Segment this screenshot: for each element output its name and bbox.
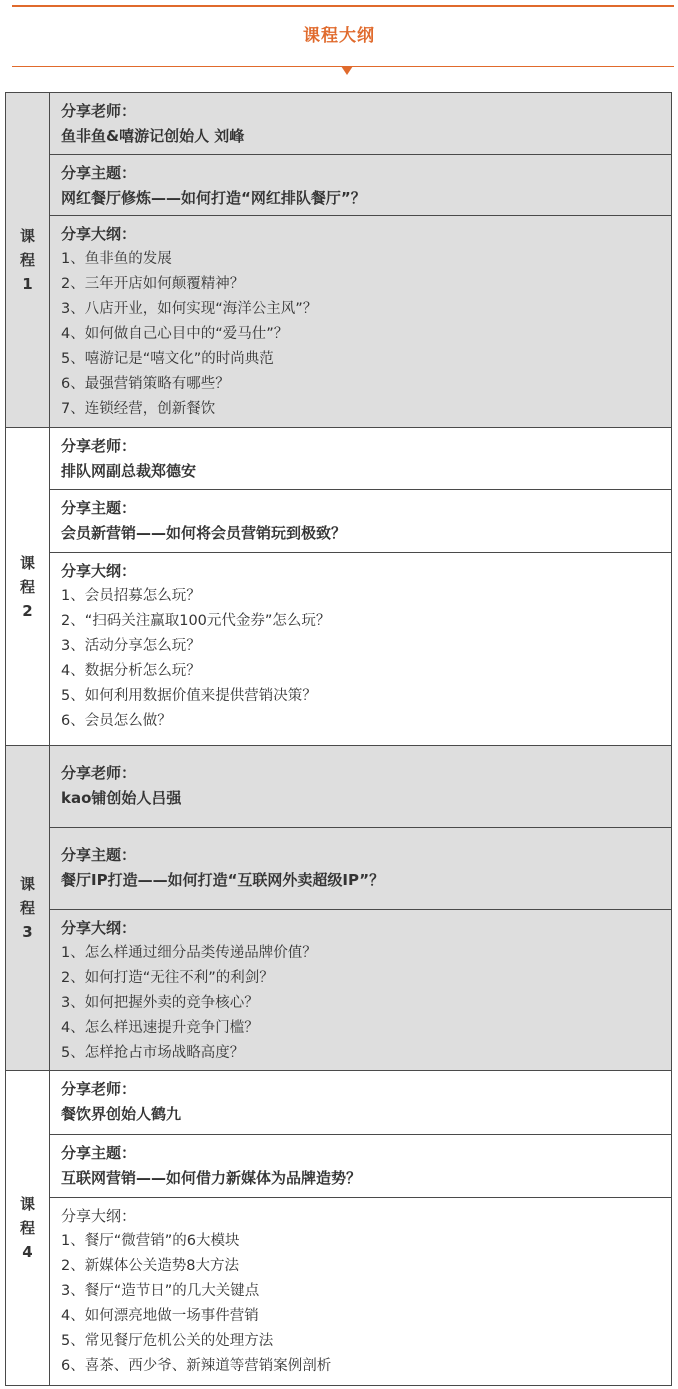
list-item: 5、怎样抢占市场战略高度？ [61, 1045, 245, 1061]
topic-label: 分享主题： [61, 164, 137, 182]
outline-label: 分享大纲： [61, 919, 137, 937]
topic-cell [50, 155, 671, 216]
page-title: 课程大纲 [303, 26, 375, 46]
outline-list [61, 247, 659, 422]
outline-cell [50, 1198, 671, 1385]
course-1 [5, 93, 672, 428]
list-item: 1、怎么样通过细分品类传递品牌价值？ [61, 945, 317, 961]
list-item: 2、新媒体公关造势8大方法 [61, 1258, 239, 1274]
list-item: 2、如何打造“无往不利”的利剑？ [61, 970, 274, 986]
list-item: 1、会员招募怎么玩？ [61, 588, 201, 604]
teacher-name: 排队网副总裁郑德安 [61, 462, 197, 480]
teacher-cell [50, 428, 671, 490]
teacher-cell [50, 746, 671, 828]
top-rule [12, 5, 674, 7]
course-outline-table [5, 92, 672, 1386]
list-item: 3、活动分享怎么玩？ [61, 638, 201, 654]
topic-title: 会员新营销——如何将会员营销玩到极致？ [61, 524, 347, 542]
list-item: 3、八店开业，如何实现“海洋公主风”？ [61, 301, 318, 317]
outline-label: 分享大纲： [61, 562, 137, 580]
teacher-label: 分享老师： [61, 437, 137, 455]
outline-list [61, 584, 659, 734]
list-item: 4、怎么样迅速提升竞争门槛？ [61, 1020, 259, 1036]
list-item: 1、餐厅“微营销”的6大模块 [61, 1233, 240, 1249]
list-item: 1、鱼非鱼的发展 [61, 251, 172, 267]
teacher-name: 餐饮界创始人鹤九 [61, 1105, 182, 1123]
outline-label: 分享大纲： [61, 225, 137, 243]
topic-cell [50, 490, 671, 553]
course-3 [5, 746, 672, 1071]
teacher-label: 分享老师： [61, 102, 137, 120]
list-item: 2、“扫码关注赢取100元代金券”怎么玩？ [61, 613, 331, 629]
outline-cell [50, 216, 671, 427]
list-item: 3、如何把握外卖的竞争核心？ [61, 995, 259, 1011]
teacher-label: 分享老师： [61, 1080, 137, 1098]
teacher-cell [50, 93, 671, 155]
topic-title: 互联网营销——如何借力新媒体为品牌造势？ [61, 1169, 362, 1187]
topic-label: 分享主题： [61, 1144, 137, 1162]
list-item: 6、会员怎么做？ [61, 713, 172, 729]
course-label: 课 程 1 [6, 93, 50, 427]
course-4 [5, 1071, 672, 1386]
topic-cell [50, 828, 671, 910]
course-label: 课 程 2 [6, 428, 50, 745]
list-item: 5、常见餐厅危机公关的处理方法 [61, 1333, 274, 1349]
list-item: 4、如何漂亮地做一场事件营销 [61, 1308, 259, 1324]
topic-label: 分享主题： [61, 846, 137, 864]
list-item: 7、连锁经营，创新餐饮 [61, 401, 216, 417]
list-item: 6、喜茶、西少爷、新辣道等营销案例剖析 [61, 1358, 332, 1374]
outline-cell [50, 553, 671, 745]
topic-title: 餐厅IP打造——如何打造“互联网外卖超级IP”？ [61, 871, 385, 889]
list-item: 2、三年开店如何颠覆精神？ [61, 276, 245, 292]
topic-label: 分享主题： [61, 499, 137, 517]
course-label: 课 程 4 [6, 1071, 50, 1385]
list-item: 5、嘻游记是“嘻文化”的时尚典范 [61, 351, 274, 367]
down-arrow-icon [341, 66, 353, 75]
list-item: 6、最强营销策略有哪些？ [61, 376, 230, 392]
outline-label: 分享大纲： [61, 1207, 137, 1225]
topic-title: 网红餐厅修炼——如何打造“网红排队餐厅”？ [61, 189, 366, 207]
course-2 [5, 428, 672, 746]
topic-cell [50, 1135, 671, 1198]
outline-list [61, 941, 659, 1066]
outline-list [61, 1229, 659, 1379]
outline-cell [50, 910, 671, 1070]
list-item: 4、如何做自己心目中的“爱马仕”？ [61, 326, 289, 342]
course-label: 课 程 3 [6, 746, 50, 1070]
teacher-name: kao铺创始人吕强 [61, 789, 182, 807]
teacher-cell [50, 1071, 671, 1135]
teacher-label: 分享老师： [61, 764, 137, 782]
list-item: 4、数据分析怎么玩？ [61, 663, 201, 679]
teacher-name: 鱼非鱼&嘻游记创始人 刘峰 [61, 127, 245, 145]
list-item: 5、如何利用数据价值来提供营销决策？ [61, 688, 317, 704]
list-item: 3、餐厅“造节日”的几大关键点 [61, 1283, 260, 1299]
